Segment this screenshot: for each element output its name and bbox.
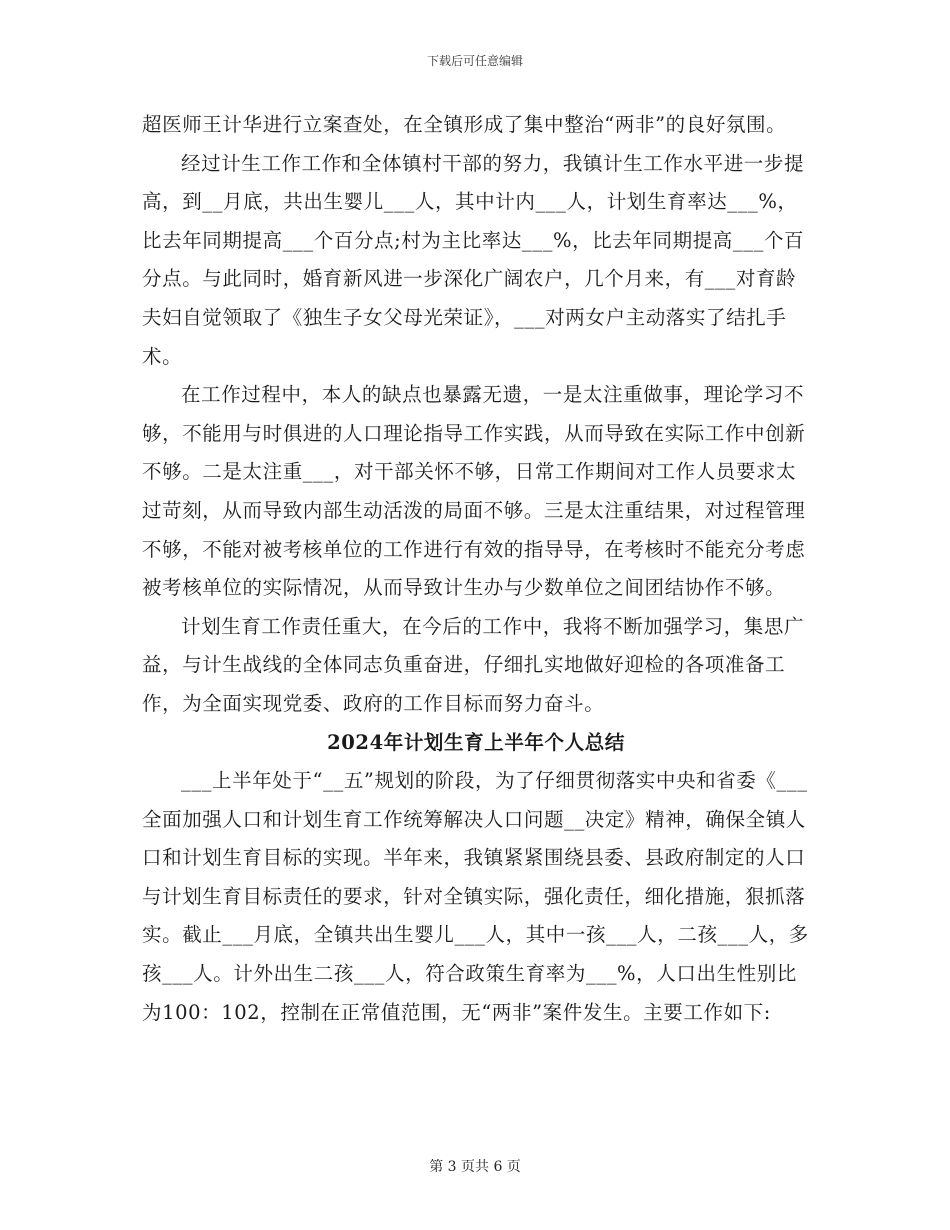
section-title: 2024年计划生育上半年个人总结 bbox=[327, 730, 625, 754]
paragraph-outlook: 计划生育工作责任重大，在今后的工作中，我将不断加强学习，集思广益，与计生战线的全体同志负重奋进，仔细扎实地做好迎检的各项准备工作，为全面实现党委、政府的工作目标而努力奋斗。 bbox=[142, 614, 805, 715]
paragraph-shortcomings: 在工作过程中，本人的缺点也暴露无遗，一是太注重做事，理论学习不够，不能用与时俱进的人口理论指导工作实践，从而导致在实际工作中创新不够。二是太注重___，对干部关怀不够，日常工作期间对工作人员要求太过苛刻，从而导致内部生动活泼的局面不够。三是太注重结果，对过程管理不够，不能对被考核单位的工作进行有效的指导导，在考核时不能充分考虑被考核单位的实际情况，从而导致计生办与少数单位之间团结协作不够。 bbox=[142, 383, 806, 600]
page-header: 下载后可任意编辑 bbox=[426, 54, 523, 68]
document-body bbox=[142, 106, 810, 1032]
page-number-footer: 第 3 页共 6 页 bbox=[429, 1159, 521, 1175]
paragraph-summary-intro: ___上半年处于“__五”规划的阶段，为了仔细贯彻落实中央和省委《___全面加强人口和计划生育工作统筹解决人口问题__决定》精神，确保全镇人口和计划生育目标的实现。半年来，我镇紧紧围绕县委、县政府制定的人口与计划生育目标责任的要求，针对全镇实际，强化责任，细化措施，狠抓落实。截止___月底，全镇共出生婴儿___人，其中一孩___人，二孩___人，多孩___人。计外出生二孩___人，符合政策生育率为___%，人口出生性别比为100：102，控制在正常值范围，无“两非”案件发生。主要工作如下: bbox=[142, 769, 809, 1024]
paragraph-continuation: 超医师王计华进行立案查处，在全镇形成了集中整治“两非”的良好氛围。 bbox=[142, 113, 787, 136]
paragraph-results: 经过计生工作工作和全体镇村干部的努力，我镇计生工作水平进一步提高，到__月底，共出生婴儿___人，其中计内___人，计划生育率达___%，比去年同期提高___个百分点;村为主比率达___%，比去年同期提高___个百分点。与此同时，婚育新风进一步深化广阔农户，几个月来，有___对育龄夫妇自觉领取了《独生子女父母光荣证》，___对两女户主动落实了结扎手术。 bbox=[142, 151, 805, 368]
